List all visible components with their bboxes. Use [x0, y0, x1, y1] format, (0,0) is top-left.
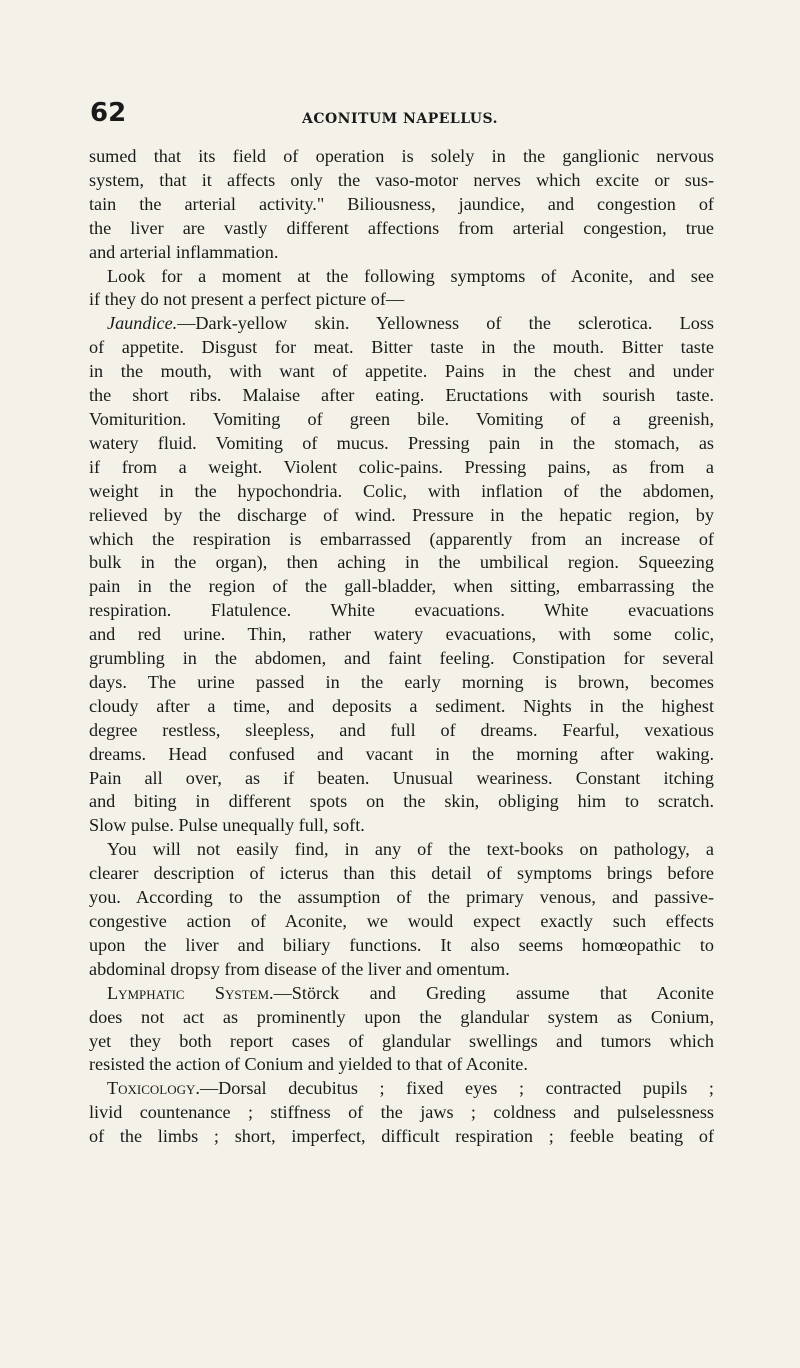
- line-text: —Dorsal decubitus ; fixed eyes ; contracted pupils ;: [199, 1078, 714, 1099]
- line-text: respiration. Flatulence. White evacuations. White evacuations: [89, 600, 714, 621]
- text-line: [89, 1030, 714, 1054]
- text-line: [89, 504, 714, 528]
- line-text: Vomiturition. Vomiting of green bile. Vomiting of a greenish,: [89, 408, 714, 429]
- line-text: tain the arterial activity." Biliousness, jaundice, and congestion of: [89, 193, 714, 214]
- text-line: [89, 767, 714, 791]
- text-line: [89, 528, 714, 552]
- text-line: [89, 743, 714, 767]
- text-line: [89, 360, 714, 384]
- line-text: upon the liver and biliary functions. It also seems homœopathic to: [89, 934, 714, 955]
- text-line: [89, 886, 714, 910]
- text-line: [89, 575, 714, 599]
- line-text: and red urine. Thin, rather watery evacuations, with some colic,: [89, 624, 714, 645]
- line-text: if from a weight. Violent colic-pains. Pressing pains, as from a: [89, 456, 714, 477]
- line-text: weight in the hypochondria. Colic, with inflation of the abdomen,: [89, 480, 714, 501]
- line-text: —Störck and Greding assume that Aconite: [273, 982, 714, 1003]
- line-text: Look for a moment at the following symptoms of Aconite, and see: [107, 265, 714, 286]
- text-line: [89, 671, 714, 695]
- paragraph: [89, 145, 714, 265]
- text-line: [89, 217, 714, 241]
- line-text: the liver are vastly different affections from arterial congestion, true: [89, 217, 714, 238]
- line-text: does not act as prominently upon the glandular system as Conium,: [89, 1006, 714, 1027]
- section-lead: Lymphatic System.: [107, 982, 274, 1003]
- text-line: [89, 145, 714, 169]
- line-text: you. According to the assumption of the primary venous, and passive-: [89, 887, 714, 908]
- line-text: in the mouth, with want of appetite. Pains in the chest and under: [89, 361, 714, 382]
- text-line: [89, 814, 714, 838]
- line-text: pain in the region of the gall-bladder, when sitting, embarrassing the: [89, 576, 714, 597]
- line-text: and arterial inflammation.: [89, 241, 279, 262]
- line-text: —Dark-yellow skin. Yellowness of the sclerotica. Loss: [177, 313, 714, 334]
- text-line: [89, 241, 714, 265]
- line-text: sumed that its field of operation is solely in the ganglionic nervous: [89, 146, 714, 166]
- paragraph: [89, 982, 714, 1078]
- line-text: yet they both report cases of glandular swellings and tumors which: [89, 1030, 714, 1051]
- line-text: which the respiration is embarrassed (apparently from an increase of: [89, 528, 714, 549]
- section-lead: Toxicology.: [107, 1078, 200, 1099]
- text-line: [89, 1077, 714, 1101]
- section-lead: Jaundice.: [107, 313, 178, 334]
- body-text: [89, 145, 714, 1149]
- line-text: Pain all over, as if beaten. Unusual weariness. Constant itching: [89, 767, 714, 788]
- line-text: of appetite. Disgust for meat. Bitter taste in the mouth. Bitter taste: [89, 337, 714, 358]
- text-line: [89, 910, 714, 934]
- line-text: if they do not present a perfect picture of—: [89, 289, 405, 310]
- text-line: [89, 695, 714, 719]
- line-text: and biting in different spots on the skin, obliging him to scratch.: [89, 791, 714, 812]
- text-line: [89, 647, 714, 671]
- line-text: congestive action of Aconite, we would expect exactly such effects: [89, 911, 714, 931]
- text-line: [89, 288, 714, 312]
- line-text: of the limbs ; short, imperfect, difficult respiration ; feeble beating of: [89, 1126, 714, 1147]
- text-line: [89, 719, 714, 743]
- text-line: [89, 456, 714, 480]
- text-line: [89, 408, 714, 432]
- text-line: [89, 193, 714, 217]
- line-text: You will not easily find, in any of the text-books on pathology, a: [107, 839, 714, 860]
- line-text: degree restless, sleepless, and full of dreams. Fearful, vexatious: [89, 719, 714, 740]
- line-text: grumbling in the abdomen, and faint feeling. Constipation for several: [89, 648, 714, 669]
- paragraph: [89, 838, 714, 981]
- line-text: resisted the action of Conium and yielded to that of Aconite.: [89, 1054, 528, 1075]
- text-line: [89, 1053, 714, 1077]
- paragraph: [89, 265, 714, 313]
- line-text: cloudy after a time, and deposits a sediment. Nights in the highest: [89, 695, 714, 716]
- text-line: [89, 265, 714, 289]
- running-title: ACONITUM NAPELLUS.: [301, 111, 499, 127]
- text-line: [89, 862, 714, 886]
- page-number: 62: [90, 98, 127, 128]
- text-line: [89, 838, 714, 862]
- text-line: [89, 1006, 714, 1030]
- line-text: days. The urine passed in the early morning is brown, becomes: [89, 671, 714, 692]
- line-text: bulk in the organ), then aching in the umbilical region. Squeezing: [89, 552, 714, 573]
- paragraph: [89, 312, 714, 838]
- line-text: system, that it affects only the vaso-motor nerves which excite or sus-: [89, 169, 714, 190]
- line-text: the short ribs. Malaise after eating. Eructations with sourish taste.: [89, 385, 714, 406]
- text-line: [89, 480, 714, 504]
- text-line: [89, 623, 714, 647]
- text-line: [89, 432, 714, 456]
- text-line: [89, 1101, 714, 1125]
- line-text: relieved by the discharge of wind. Pressure in the hepatic region, by: [89, 504, 714, 525]
- line-text: abdominal dropsy from disease of the liver and omentum.: [89, 958, 510, 979]
- line-text: clearer description of icterus than this detail of symptoms brings before: [89, 863, 714, 884]
- text-line: [89, 982, 714, 1006]
- text-line: [89, 934, 714, 958]
- text-line: [89, 599, 714, 623]
- text-line: [89, 551, 714, 575]
- line-text: livid countenance ; stiffness of the jaws ; coldness and pulselessness: [89, 1102, 714, 1123]
- text-line: [89, 312, 714, 336]
- line-text: watery fluid. Vomiting of mucus. Pressing pain in the stomach, as: [89, 432, 714, 453]
- text-line: [89, 169, 714, 193]
- paragraph: [89, 1077, 714, 1149]
- line-text: Slow pulse. Pulse unequally full, soft.: [89, 815, 365, 836]
- line-text: dreams. Head confused and vacant in the morning after waking.: [89, 743, 714, 764]
- text-line: [89, 1125, 714, 1149]
- text-line: [89, 384, 714, 408]
- text-line: [89, 790, 714, 814]
- text-line: [89, 958, 714, 982]
- text-line: [89, 336, 714, 360]
